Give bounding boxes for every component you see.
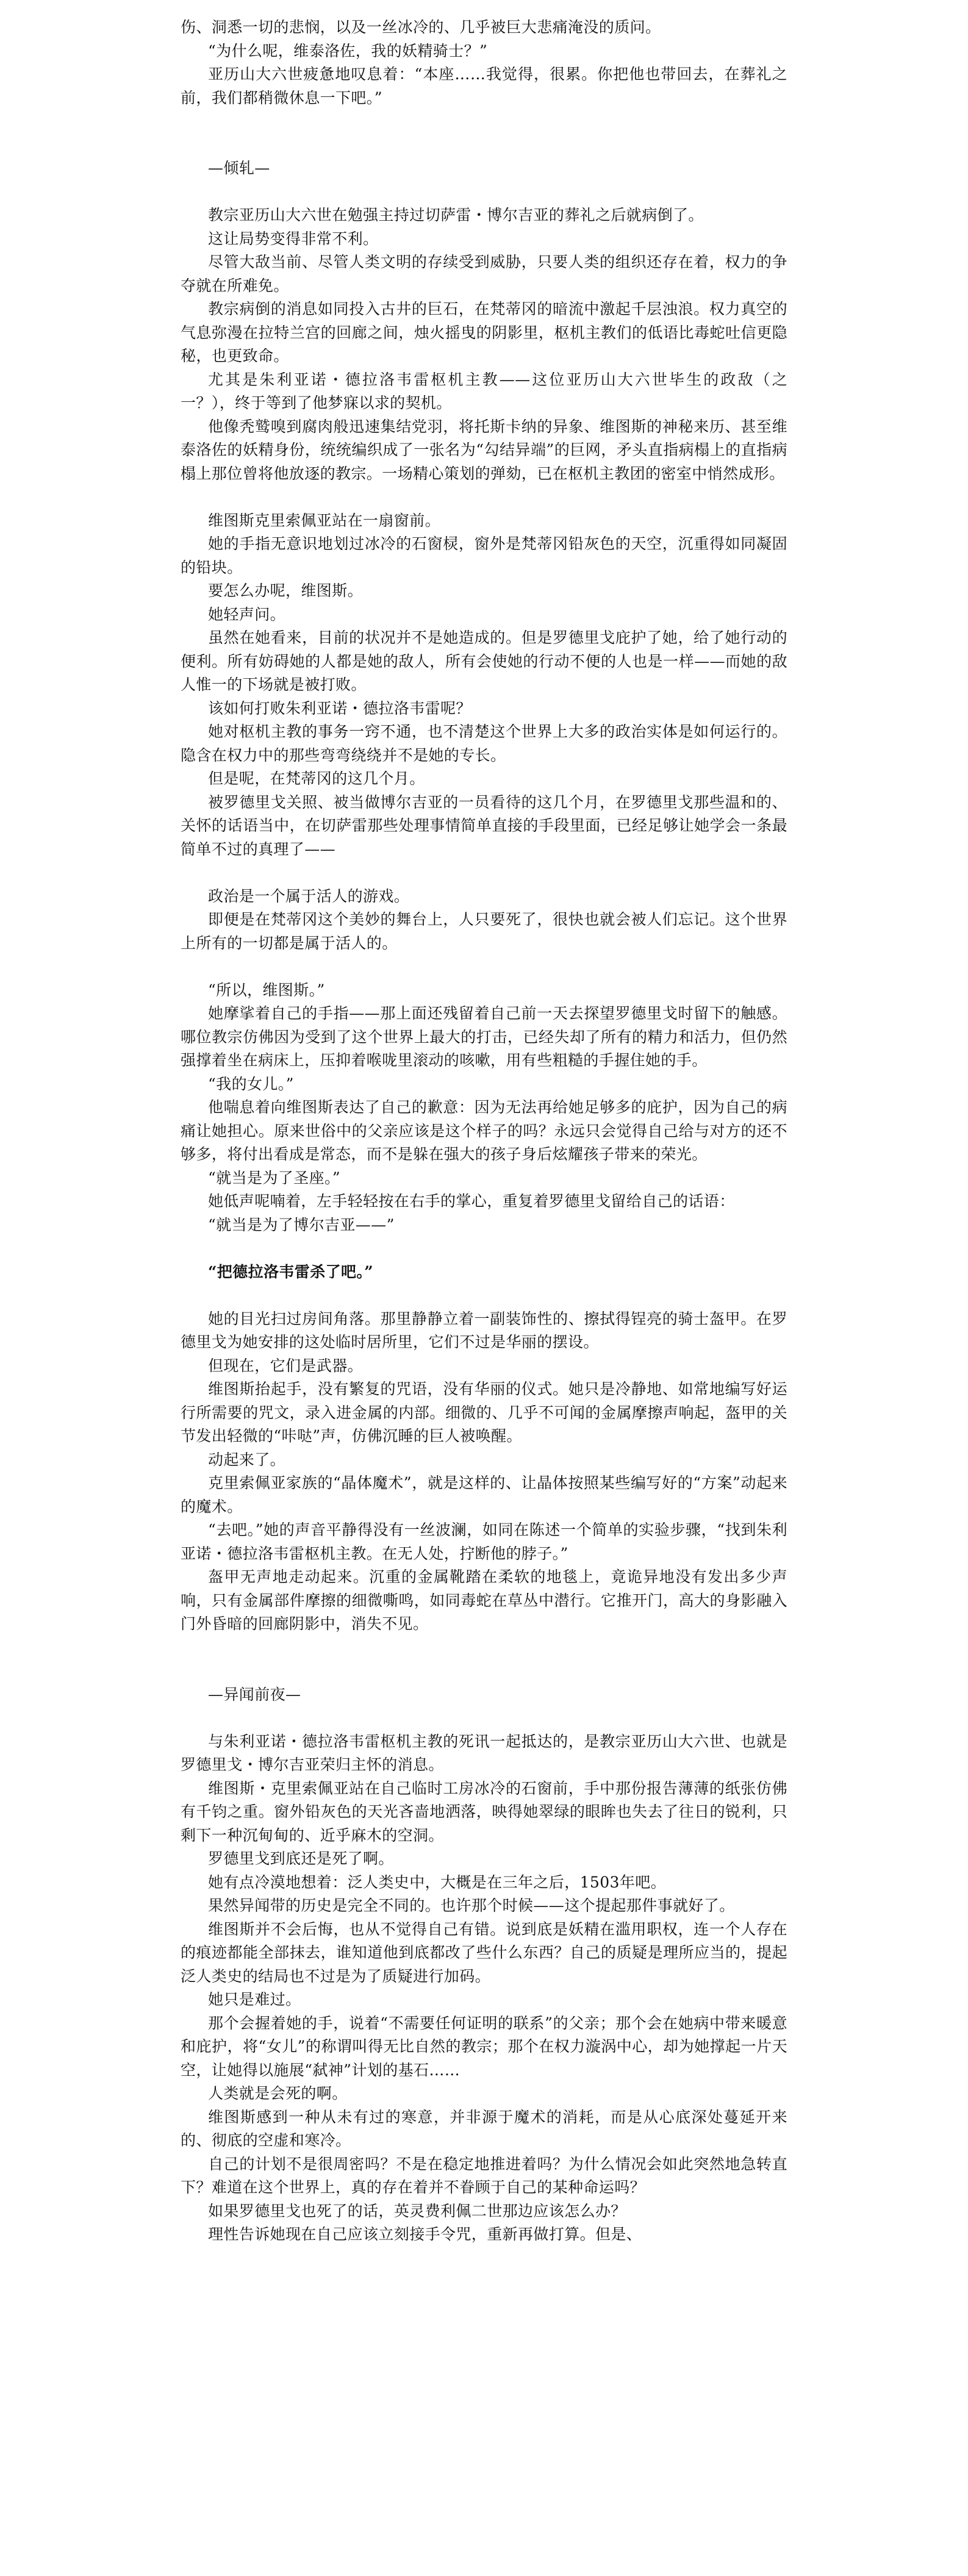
paragraph: “就当是为了圣座。” [208, 1168, 341, 1187]
paragraph: 政治是一个属于活人的游戏。 [208, 887, 410, 905]
blank-line [181, 181, 787, 204]
document-body [181, 16, 787, 2247]
paragraph: 人类就是会死的啊。 [208, 2084, 348, 2102]
paragraph: 伤、洞悉一切的悲悯，以及一丝冰冷的、几乎被巨大悲痛淹没的质问。 [181, 18, 661, 36]
paragraph: 但现在，它们是武器。 [208, 1356, 364, 1375]
paragraph: 克里索佩亚家族的“晶体魔术”，就是这样的、让晶体按照某些编写好的“方案”动起来的魔术。 [181, 1474, 787, 1515]
blank-line [181, 485, 787, 509]
paragraph: 她低声呢喃着，左手轻轻按在右手的掌心，重复着罗德里戈留给自己的话语： [208, 1192, 735, 1210]
blank-line [181, 1659, 787, 1683]
paragraph: 被罗德里戈关照、被当做博尔吉亚的一员看待的这几个月，在罗德里戈那些温和的、关怀的话语当中，在切萨雷那些处理事情简单直接的手段里面，已经足够让她学会一条最简单不过的真理了—— [181, 793, 787, 858]
paragraph: 她的手指无意识地划过冰冷的石窗棂，窗外是梵蒂冈铅灰色的天空，沉重得如同凝固的铅块。 [181, 535, 787, 576]
paragraph: “所以，维图斯。” [208, 981, 325, 999]
paragraph: 维图斯克里索佩亚站在一扇窗前。 [208, 511, 441, 529]
paragraph: 罗德里戈到底还是死了啊。 [208, 1850, 394, 1867]
paragraph: 即便是在梵蒂冈这个美妙的舞台上，人只要死了，很快也就会被人们忘记。这个世界上所有的一切都是属于活人的。 [181, 911, 787, 952]
paragraph: 果然异闻带的历史是完全不同的。也许那个时候——这个提起那件事就好了。 [208, 1897, 735, 1914]
section-heading: —异闻前夜— [208, 1685, 301, 1703]
paragraph: 她轻声问。 [208, 605, 286, 623]
paragraph: 她的目光扫过房间角落。那里静静立着一副装饰性的、擦拭得锃亮的骑士盔甲。在罗德里戈为她安排的这处临时居所里，它们不过是华丽的摆设。 [181, 1309, 787, 1351]
paragraph: “就当是为了博尔吉亚——” [208, 1215, 395, 1234]
paragraph: 自己的计划不是很周密吗？不是在稳定地推进着吗？为什么情况会如此突然地急转直下？难道在这个世界上，真的存在着并不眷顾于自己的某种命运吗？ [181, 2155, 787, 2196]
paragraph: 理性告诉她现在自己应该立刻接手令咒，重新再做打算。但是、 [208, 2225, 642, 2243]
paragraph: “去吧。”她的声音平静得没有一丝波澜，如同在陈述一个简单的实验步骤，“找到朱利亚诺・德拉洛韦雷枢机主教。在无人处，拧断他的脖子。” [181, 1521, 787, 1562]
emphasized-paragraph: “把德拉洛韦雷杀了吧。” [208, 1262, 374, 1281]
paragraph: 与朱利亚诺・德拉洛韦雷枢机主教的死讯一起抵达的，是教宗亚历山大六世、也就是罗德里戈・博尔吉亚荣归主怀的消息。 [181, 1732, 787, 1773]
paragraph: 维图斯并不会后悔，也从不觉得自己有错。说到底是妖精在滥用职权，连一个人存在的痕迹都能全部抹去，谁知道他到底都改了些什么东西？自己的质疑是理所应当的，提起泛人类史的结局也不过是为了质疑进行加码。 [181, 1920, 787, 1985]
paragraph: 该如何打败朱利亚诺・德拉洛韦雷呢？ [208, 699, 471, 717]
paragraph: 教宗亚历山大六世在勉强主持过切萨雷・博尔吉亚的葬礼之后就病倒了。 [208, 206, 704, 224]
paragraph: 尽管大敌当前、尽管人类文明的存续受到威胁，只要人类的组织还存在着，权力的争夺就在所难免。 [181, 253, 787, 295]
section-heading: —倾轧— [208, 159, 270, 177]
blank-line [181, 955, 787, 979]
paragraph: “为什么呢，维泰洛佐，我的妖精骑士？” [208, 41, 488, 60]
paragraph: 他喘息着向维图斯表达了自己的歉意：因为无法再给她足够多的庇护，因为自己的病痛让她担心。原来世俗中的父亲应该是这个样子的吗？永远只会觉得自己给与对方的还不够多，将付出看成是常态，而不是躲在强大的孩子身后炫耀孩子带来的荣光。 [181, 1098, 787, 1163]
paragraph: 动起来了。 [208, 1450, 286, 1469]
blank-line [181, 1636, 787, 1660]
blank-line [181, 861, 787, 885]
paragraph: 虽然在她看来，目前的状况并不是她造成的。但是罗德里戈庇护了她，给了她行动的便利。所有妨碍她的人都是她的敌人，所有会使她的行动不便的人也是一样——而她的敌人惟一的下场就是被打败。 [181, 629, 787, 693]
paragraph: 她有点冷漠地想着：泛人类史中，大概是在三年之后，1503年吧。 [208, 1873, 667, 1891]
blank-line [181, 1284, 787, 1308]
paragraph: “我的女儿。” [208, 1075, 294, 1093]
paragraph: 她对枢机主教的事务一窍不通，也不清楚这个世界上大多的政治实体是如何运行的。隐含在权力中的那些弯弯绕绕并不是她的专长。 [181, 723, 787, 764]
blank-line [181, 110, 787, 134]
blank-line [181, 134, 787, 157]
paragraph: 维图斯感到一种从未有过的寒意，并非源于魔术的消耗，而是从心底深处蔓延开来的、彻底的空虚和寒冷。 [181, 2108, 787, 2149]
blank-line [181, 1706, 787, 1730]
paragraph: 如果罗德里戈也死了的话，英灵费利佩二世那边应该怎么办？ [208, 2202, 626, 2220]
paragraph: 教宗病倒的消息如同投入古井的巨石，在梵蒂冈的暗流中激起千层浊浪。权力真空的气息弥漫在拉特兰宫的回廊之间，烛火摇曳的阴影里，枢机主教们的低语比毒蛇吐信更隐秘，也更致命。 [181, 300, 787, 365]
paragraph: 要怎么办呢，维图斯。 [208, 582, 364, 599]
blank-line [181, 1237, 787, 1261]
paragraph: 盔甲无声地走动起来。沉重的金属靴踏在柔软的地毯上，竟诡异地没有发出多少声响，只有金属部件摩擦的细微嘶鸣，如同毒蛇在草丛中潜行。它推开门，高大的身影融入门外昏暗的回廊阴影中，消失不见。 [181, 1568, 787, 1633]
paragraph: 维图斯・克里索佩亚站在自己临时工房冰冷的石窗前，手中那份报告薄薄的纸张仿佛有千钧之重。窗外铅灰色的天光吝啬地洒落，映得她翠绿的眼眸也失去了往日的锐利，只剩下一种沉甸甸的、近乎麻木的空洞。 [181, 1779, 787, 1844]
paragraph: 她摩挲着自己的手指——那上面还残留着自己前一天去探望罗德里戈时留下的触感。哪位教宗仿佛因为受到了这个世界上最大的打击，已经失却了所有的精力和活力，但仍然强撑着坐在病床上，压抑着喉咙里滚动的咳嗽，用有些粗糙的手握住她的手。 [181, 1004, 787, 1069]
paragraph: 维图斯抬起手，没有繁复的咒语，没有华丽的仪式。她只是冷静地、如常地编写好运行所需要的咒文，录入进金属的内部。细微的、几乎不可闻的金属摩擦声响起，盔甲的关节发出轻微的“咔哒”声，仿佛沉睡的巨人被唤醒。 [181, 1380, 787, 1445]
paragraph: 那个会握着她的手，说着“不需要任何证明的联系”的父亲；那个会在她病中带来暖意和庇护，将“女儿”的称谓叫得无比自然的教宗；那个在权力漩涡中心，却为她撑起一片天空，让她得以施展“弑神”计划的基石…… [181, 2014, 787, 2079]
paragraph: 这让局势变得非常不利。 [208, 229, 379, 248]
paragraph: 但是呢，在梵蒂冈的这几个月。 [208, 770, 425, 787]
paragraph: 她只是难过。 [208, 1991, 301, 2008]
paragraph: 亚历山大六世疲惫地叹息着：“本座……我觉得，很累。你把他也带回去，在葬礼之前，我们都稍微休息一下吧。” [181, 65, 787, 107]
paragraph: 尤其是朱利亚诺・德拉洛韦雷枢机主教——这位亚历山大六世毕生的政敌（之一？），终于等到了他梦寐以求的契机。 [181, 370, 787, 412]
paragraph: 他像秃鹫嗅到腐肉般迅速集结党羽，将托斯卡纳的异象、维图斯的神秘来历、甚至维泰洛佐的妖精身份，统统编织成了一张名为“勾结异端”的巨网，矛头直指病榻上的直指病榻上那位曾将他放逐的教宗。一场精心策划的弹劾，已在枢机主教团的密室中悄然成形。 [181, 417, 787, 482]
